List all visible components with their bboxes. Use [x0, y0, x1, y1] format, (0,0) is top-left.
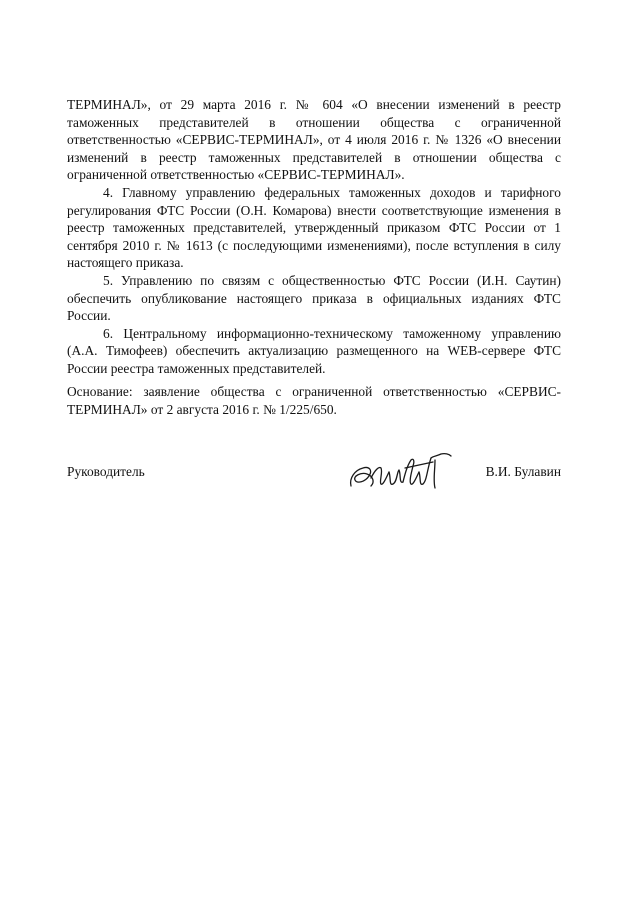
signatory-name: В.И. Булавин [485, 464, 561, 479]
paragraph-item-5: 5. Управлению по связям с общественностью ФТС России (И.Н. Саутин) обеспечить опубликование настоящего приказа в официальных изданиях ФТС России. [67, 272, 561, 324]
basis-paragraph: Основание: заявление общества с ограниченной ответственностью «СЕРВИС-ТЕРМИНАЛ» от 2 августа 2016 г. № 1/225/650. [67, 384, 561, 417]
signature-row [67, 456, 561, 516]
signatory-title: Руководитель [67, 464, 145, 479]
paragraph-item-4: 4. Главному управлению федеральных таможенных доходов и тарифного регулирования ФТС России (О.Н. Комарова) внести соответствующие изменения в реестр таможенных представителей, утвержденный приказом ФТС России от 1 сентября 2010 г. № 1613 (с последующими изменениями), после вступления в силу настоящего приказа. [67, 184, 561, 271]
document-body [67, 96, 561, 378]
basis-block [67, 383, 561, 418]
handwritten-signature [345, 448, 455, 494]
paragraph-item-6: 6. Центральному информационно-техническому таможенному управлению (А.А. Тимофеев) обеспечить актуализацию размещенного на WEB-сервере ФТС России реестра таможенных представителей. [67, 325, 561, 376]
paragraph-continuation: ТЕРМИНАЛ», от 29 марта 2016 г. № 604 «О внесении изменений в реестр таможенных представителей в отношении общества с ограниченной ответственностью «СЕРВИС-ТЕРМИНАЛ», от 4 июля 2016 г. № 1326 «О внесении изменений в реестр таможенных представителей в отношении общества с ограниченной ответственностью «СЕРВИС-ТЕРМИНАЛ». [67, 97, 561, 183]
